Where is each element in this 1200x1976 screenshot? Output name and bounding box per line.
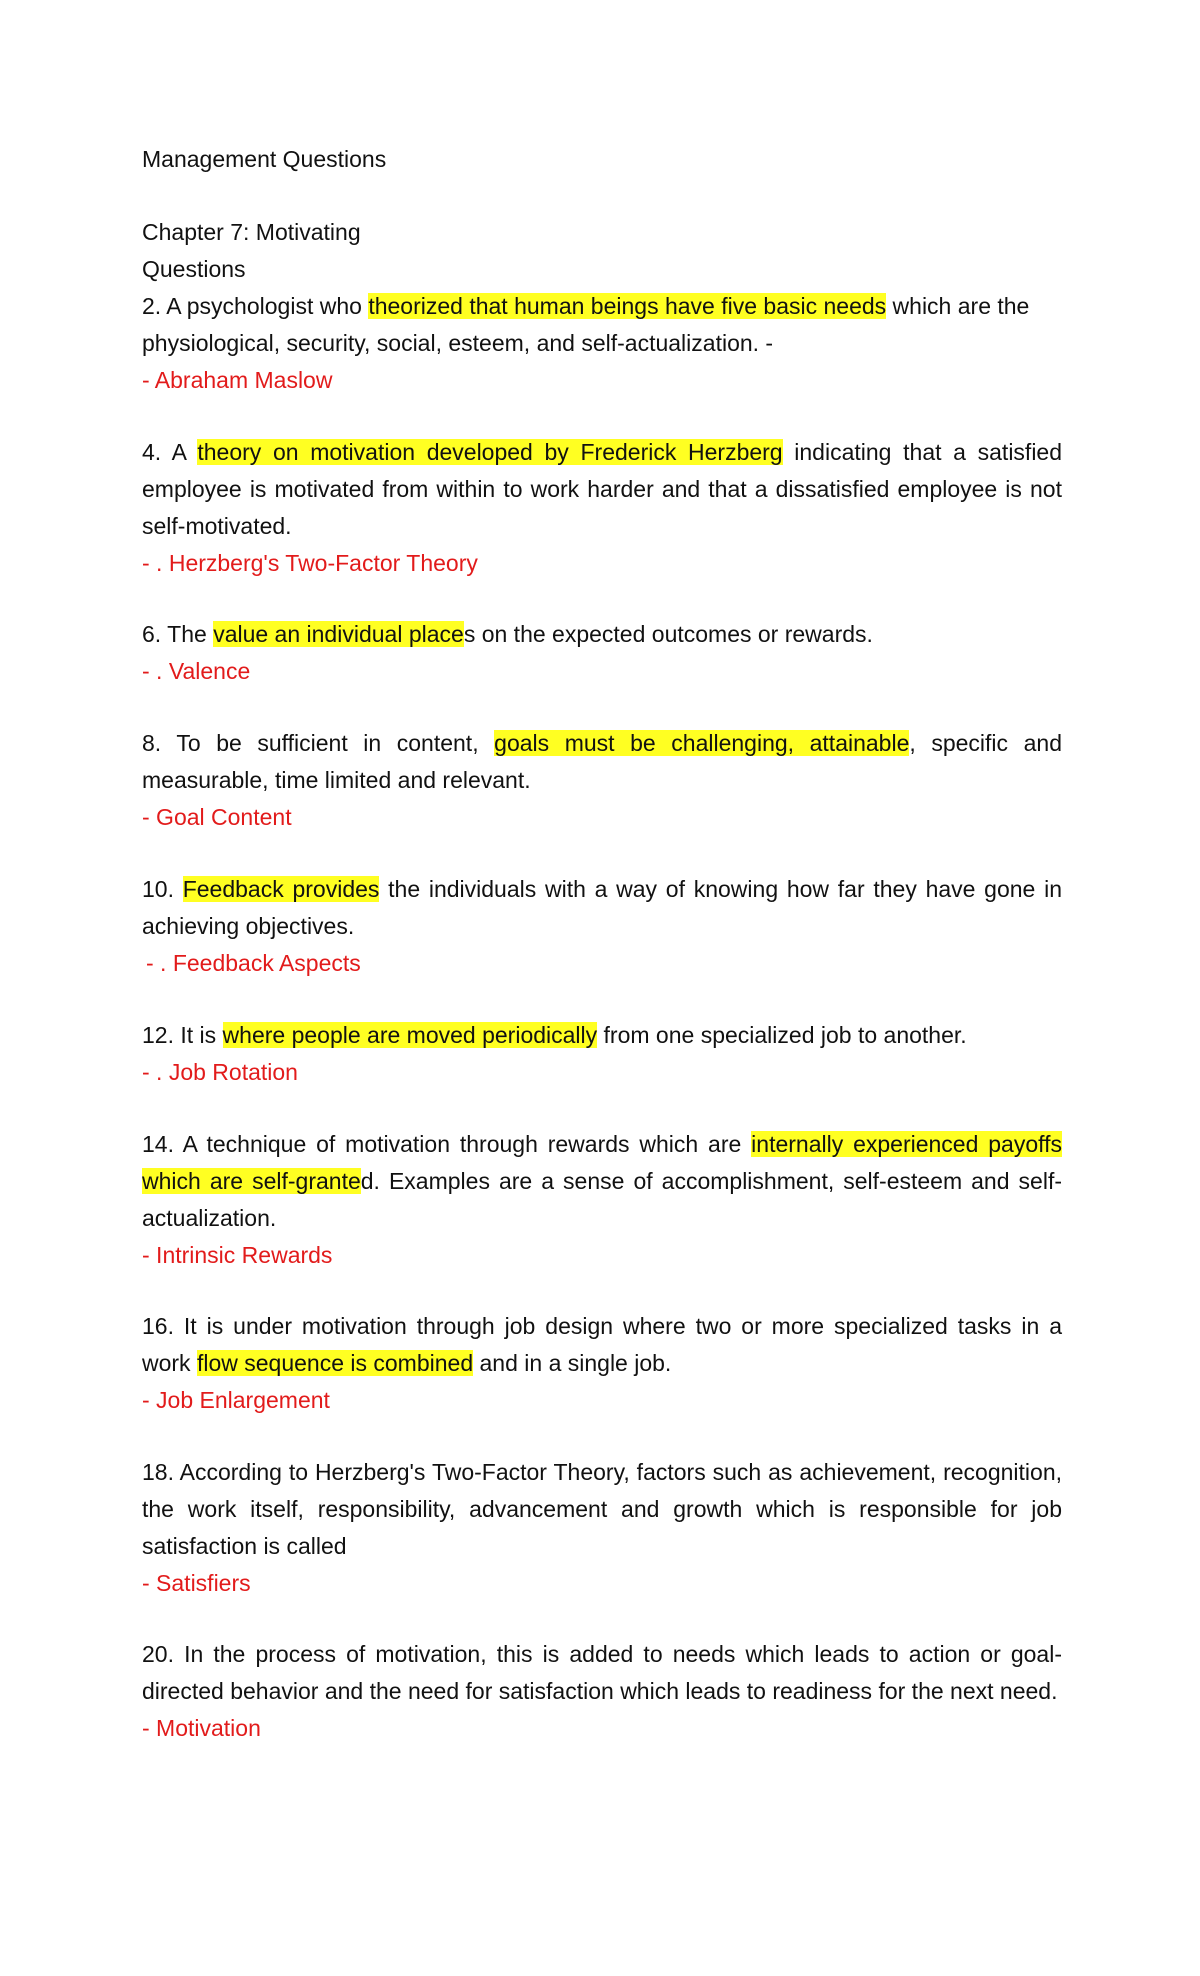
answer-text: - . Feedback Aspects bbox=[146, 950, 361, 976]
question-item bbox=[142, 288, 1062, 399]
chapter-heading: Chapter 7: Motivating bbox=[142, 219, 361, 245]
question-prefix: 12. It is bbox=[142, 1022, 223, 1048]
highlighted-phrase: flow sequence is combined bbox=[196, 1350, 474, 1376]
question-suffix: the individuals with a way of knowing how far they have gone in achieving objectives. bbox=[142, 876, 1062, 939]
answer-text: - Motivation bbox=[142, 1715, 261, 1741]
question-text bbox=[142, 434, 1062, 545]
answer-text: - Abraham Maslow bbox=[142, 367, 333, 393]
answer-text: - Intrinsic Rewards bbox=[142, 1242, 333, 1268]
question-prefix: 4. A bbox=[142, 439, 198, 465]
question-suffix: which are the physiological, security, social, esteem, and self-actualization. - bbox=[142, 293, 1030, 356]
question-item bbox=[142, 1126, 1062, 1274]
section-heading: Questions bbox=[142, 256, 246, 282]
question-prefix: 18. According to Herzberg's Two-Factor Theory, factors such as achievement, recognition, the work itself, responsibility, advancement and growth which is responsible for job satisfaction is called bbox=[142, 1459, 1062, 1559]
answer-text: - . Job Rotation bbox=[142, 1059, 298, 1085]
question-text bbox=[142, 1454, 1062, 1565]
question-text bbox=[142, 1636, 1062, 1710]
question-suffix: from one specialized job to another. bbox=[597, 1022, 967, 1048]
question-text bbox=[142, 616, 1062, 653]
question-text bbox=[142, 1308, 1062, 1382]
highlighted-phrase: theorized that human beings have five basic needs bbox=[368, 293, 887, 319]
question-item bbox=[142, 616, 1062, 690]
question-item bbox=[142, 1308, 1062, 1419]
question-prefix: 20. In the process of motivation, this is added to needs which leads to action or goal- directed behavior and the need for satisfaction which leads to readiness for the next need. bbox=[142, 1641, 1062, 1704]
question-prefix: 16. It is under motivation through job design where two or more specialized tasks in a work bbox=[142, 1313, 1062, 1376]
answer-text: - Goal Content bbox=[142, 804, 292, 830]
question-suffix: indicating that a satisfied employee is motivated from within to work harder and that a dissatisfied employee is not self-motivated. bbox=[142, 439, 1063, 539]
document-title: Management Questions bbox=[142, 146, 387, 172]
question-suffix: s on the expected outcomes or rewards. bbox=[463, 621, 873, 647]
question-suffix: d. Examples are a sense of accomplishment, self-esteem and self- actualization. bbox=[142, 1168, 1062, 1231]
highlighted-phrase: Feedback provides bbox=[182, 876, 380, 902]
highlighted-phrase: goals must be challenging, attainable bbox=[494, 730, 910, 756]
question-text bbox=[142, 725, 1062, 799]
question-item bbox=[142, 1017, 1062, 1091]
highlighted-phrase: value an individual place bbox=[213, 621, 464, 647]
question-suffix: , specific and measurable, time limited and relevant. bbox=[142, 730, 1062, 793]
question-suffix: and in a single job. bbox=[473, 1350, 672, 1376]
question-item bbox=[142, 725, 1062, 836]
question-text bbox=[142, 1126, 1062, 1237]
answer-text: - . Valence bbox=[142, 658, 251, 684]
question-item bbox=[142, 1636, 1062, 1747]
question-prefix: 6. The bbox=[142, 621, 214, 647]
answer-text: - Job Enlargement bbox=[142, 1387, 330, 1413]
highlighted-phrase: internally experienced payoffs which are self-grante bbox=[142, 1131, 1062, 1194]
question-item bbox=[142, 434, 1062, 582]
question-prefix: 8. To be sufficient in content, bbox=[142, 730, 495, 756]
answer-text: - Satisfiers bbox=[142, 1570, 251, 1596]
question-item bbox=[142, 1454, 1062, 1602]
answer-text: - . Herzberg's Two-Factor Theory bbox=[142, 550, 478, 576]
question-prefix: 2. A psychologist who bbox=[142, 293, 369, 319]
question-prefix: 10. bbox=[142, 876, 183, 902]
question-item bbox=[142, 871, 1062, 982]
question-text bbox=[142, 288, 1062, 362]
highlighted-phrase: where people are moved periodically bbox=[222, 1022, 598, 1048]
highlighted-phrase: theory on motivation developed by Frederick Herzberg bbox=[197, 439, 783, 465]
question-prefix: 14. A technique of motivation through rewards which are bbox=[142, 1131, 752, 1157]
question-text bbox=[142, 1017, 1062, 1054]
question-text bbox=[142, 871, 1062, 945]
